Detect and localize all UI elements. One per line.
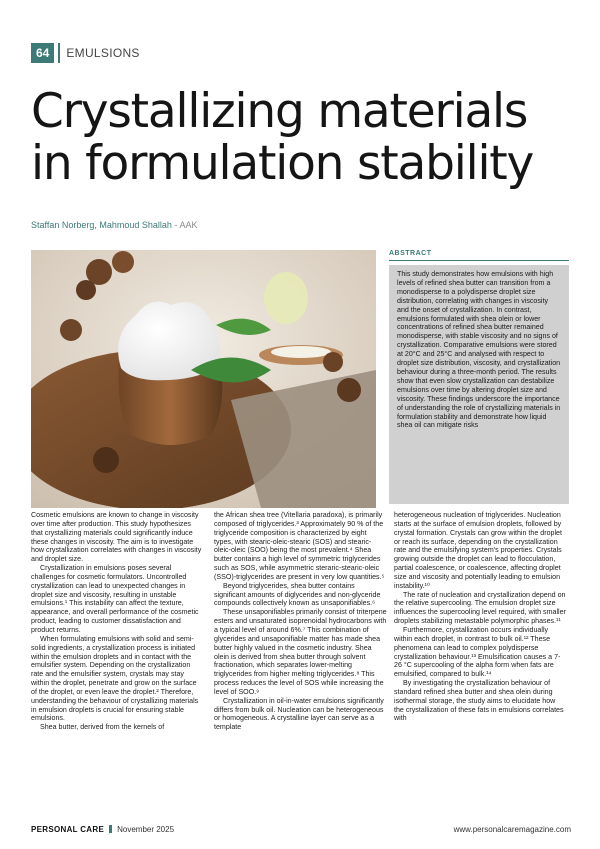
paragraph: Beyond triglycerides, shea butter contains significant amounts of diglycerides and non-glyceride compounds collectively known as unsaponifiables.⁶ <box>214 581 381 608</box>
header-divider <box>58 43 60 63</box>
authors: Staffan Norberg, Mahmoud Shallah <box>31 220 172 230</box>
paragraph: heterogeneous nucleation of triglycerides. Nucleation starts at the surface of emulsion droplets, followed by crystal formation. Crystals can grow within the droplet or reach its surface, depending on the crystallization rate and the emulsifying system's properties. Crystals growing outside the droplet can lead to flocculation, partial coalescence, or coalescence, affecting droplet size and viscosity and potentially leading to emulsion instability.¹⁰ <box>394 511 562 590</box>
paragraph: These unsaponifiables primarily consist of triterpene esters and unsaturated isoprenoidal hydrocarbons with a typical level of around 6%.⁷ This combination of glycerides and unsaponifiable matter has made shea butter highly valued in the cosmetic industry. Shea olein is derived from shea butter through solvent fractionation, which separates lower-melting triglycerides from higher melting triglycerides.⁸ This process reduces the level of SOS while increasing the level of SOO.⁹ <box>214 608 387 696</box>
column-3 <box>394 511 567 723</box>
affiliation: AAK <box>179 220 198 230</box>
abstract-text: This study demonstrates how emulsions with high levels of refined shea butter can transition from a monodisperse to a polydisperse droplet size distribution, correlating with changes in viscosity and the onset of crystallization. In contrast, emulsions formulated with shea olein or lower concentrations of refined shea butter remained monodisperse, with stable viscosity and no signs of crystallization. Comparative emulsions were stored at 20°C and 25°C and analysed with respect to droplet size distribution, viscosity, and crystallization behaviour during a three-month period. The results show that even slow crystallization can destabilize emulsions over time by altering droplet size and viscosity. These findings underscore the importance of understanding the role of crystallizing materials in formulation stability and demonstrate how liquid shea oil can mitigate risks <box>389 265 569 504</box>
abstract-box <box>389 250 569 508</box>
paragraph: Cosmetic emulsions are known to change in viscosity over time after production. This study hypothesizes that crystallizing materials could significantly induce these changes in viscosity. The aim is to investigate how crystallization correlates with changes in viscosity and droplet size. <box>31 511 202 564</box>
magazine-url[interactable]: www.personalcaremagazine.com <box>453 824 571 834</box>
abstract-heading: ABSTRACT <box>389 250 569 261</box>
section-label: EMULSIONS <box>66 46 140 60</box>
shea-butter-photo <box>31 250 376 508</box>
paragraph: When formulating emulsions with solid and semi-solid ingredients, a crystallization process is initiated within the emulsion droplets and in contact with the emulsifier system. Depending on the crystallization rate and the emulsifier system, crystals may stay within the droplet, penetrate and grow on the surface of the droplet, or even leave the droplet.² Therefore, understanding the behaviour of crystallizing materials in emulsion droplets is crucial for ensuring stable emulsions. <box>31 634 199 723</box>
body-text <box>31 511 571 817</box>
paragraph: By investigating the crystallization behaviour of standard refined shea butter and shea olein during isothermal storage, the study aims to elucidate how the crystallization of these fats in emulsions correlates with <box>394 679 564 723</box>
column-2 <box>214 511 387 732</box>
paragraph: The rate of nucleation and crystallization depend on the relative supercooling. The emulsion droplet size influences the supercooling level required, with smaller droplets stabilizing metastable polymorphic phases.¹¹ <box>394 590 566 626</box>
byline <box>31 220 197 230</box>
page-footer <box>31 822 571 836</box>
oil-bottle <box>264 272 308 324</box>
article-title: Crystallizing materials in formulation stability <box>31 84 534 191</box>
paragraph: Crystallization in emulsions poses several challenges for cosmetic formulators. Uncontrolled crystallization can lead to unexpected changes in droplet size and viscosity, resulting in unstable emulsions.¹ This instability can affect the texture, appearance, and overall performance of the cosmetic product, leading to customer dissatisfaction and product returns. <box>31 564 199 634</box>
page-header <box>31 43 140 63</box>
magazine-brand: PERSONAL CARE <box>31 824 105 834</box>
paragraph: Shea butter, derived from the kernels of <box>40 723 165 732</box>
footer-divider <box>109 825 112 833</box>
column-1 <box>31 511 204 732</box>
paragraph: Crystallization in oil-in-water emulsions significantly differs from bulk oil. Nucleation can be heterogeneous or homogeneous. A crystalline layer can serve as a template <box>214 696 384 732</box>
page-number: 64 <box>31 43 54 63</box>
issue-date: November 2025 <box>117 824 175 834</box>
paragraph: the African shea tree (Vitellaria paradoxa), is primarily composed of triglycerides.³ Approximately 90 % of the triglyceride composition is characterized by eight types, with stearic-oleic-stearic (SOS) and stearic-oleic-oleic (SOO) being the most prevalent.⁴ Shea butter contains a high level of symmetric triglycerides such as SOS, while asymmetric steraric-stearic-oleic (SSO)-triglycerides are present in very low quantities.⁵ <box>214 511 385 581</box>
paragraph: Furthermore, crystallization occurs individually within each droplet, in contrast to bulk oil.¹² These phenomena can lead to complex polydisperse crystallization behaviour.¹³ Emulsification causes a 7-26 °C supercooling of the alpha form when fats are emulsified, compared to bulk.¹⁴ <box>394 625 561 679</box>
byline-separator: - <box>171 220 180 230</box>
